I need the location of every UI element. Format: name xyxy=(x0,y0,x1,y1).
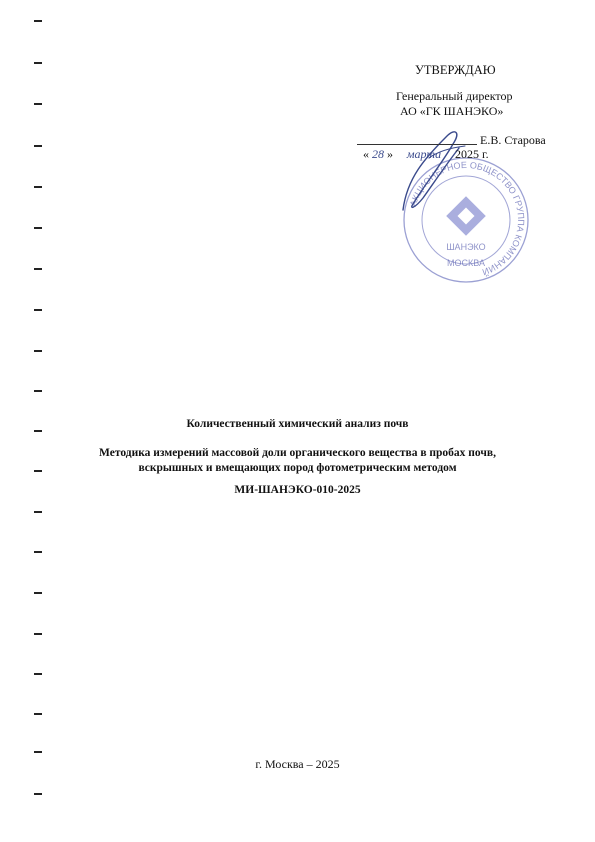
margin-mark xyxy=(34,430,42,432)
margin-mark xyxy=(34,103,42,105)
subtitle-line-1: Методика измерений массовой доли органического вещества в пробах почв, xyxy=(99,447,496,459)
approval-role: Генеральный директор xyxy=(396,89,513,103)
stamp-inner-text: ШАНЭКО xyxy=(446,242,486,252)
date-open-quote: « xyxy=(363,147,369,161)
margin-mark xyxy=(34,713,42,715)
stamp-outer-text: АКЦИОНЕРНОЕ ОБЩЕСТВО ГРУППА КОМПАНИЙ xyxy=(407,159,527,278)
footer-place-year: г. Москва – 2025 xyxy=(255,757,340,771)
approval-name: Е.В. Старова xyxy=(480,133,546,147)
margin-mark xyxy=(34,309,42,311)
margin-mark xyxy=(34,751,42,753)
margin-mark xyxy=(34,673,42,675)
date-year: 2025 г. xyxy=(455,147,489,161)
stamp-city-text: МОСКВА xyxy=(447,258,485,268)
margin-mark xyxy=(34,793,42,795)
document-subtitle xyxy=(0,446,595,476)
signature-icon xyxy=(385,118,485,218)
approval-title: УТВЕРЖДАЮ xyxy=(415,63,496,77)
margin-mark xyxy=(34,227,42,229)
margin-mark xyxy=(34,633,42,635)
margin-mark xyxy=(34,268,42,270)
date-close-quote: » xyxy=(387,147,393,161)
date-month: марта xyxy=(406,147,442,161)
margin-mark xyxy=(34,62,42,64)
signature-line xyxy=(357,144,477,145)
margin-mark xyxy=(34,145,42,147)
subtitle-line-2: вскрышных и вмещающих пород фотометрическим методом xyxy=(138,462,457,474)
margin-mark xyxy=(34,551,42,553)
margin-mark xyxy=(34,186,42,188)
margin-mark xyxy=(34,511,42,513)
margin-mark xyxy=(34,390,42,392)
date-day: 28 xyxy=(372,147,384,161)
approval-organization: АО «ГК ШАНЭКО» xyxy=(400,104,504,118)
document-code: МИ-ШАНЭКО-010-2025 xyxy=(234,484,361,496)
approval-date xyxy=(363,147,489,162)
margin-mark xyxy=(34,20,42,22)
document-title: Количественный химический анализ почв xyxy=(186,418,409,430)
margin-mark xyxy=(34,350,42,352)
margin-mark xyxy=(34,592,42,594)
